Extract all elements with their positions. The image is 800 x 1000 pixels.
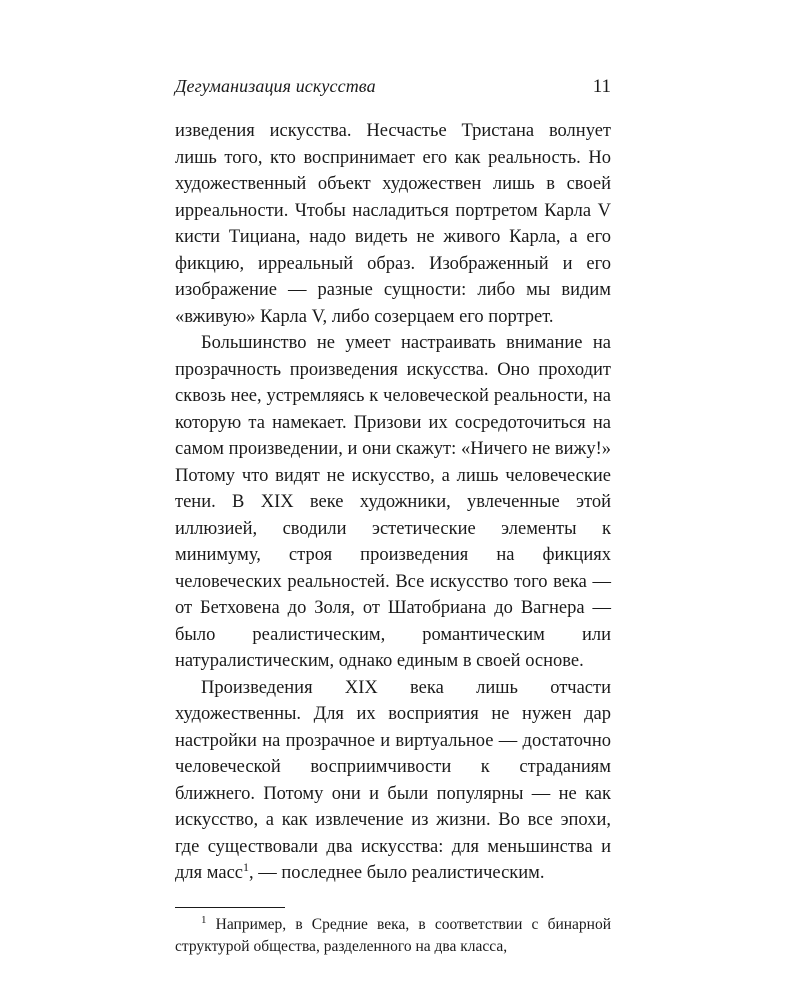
body-text: [175, 118, 611, 887]
book-page: [175, 76, 611, 958]
page-number: 11: [592, 76, 611, 97]
paragraph-1: изведения искусства. Несчастье Тристана волнует лишь того, кто воспринимает его как реальность. Но художественный объект художествен лишь в своей ирреальности. Чтобы насладиться портретом Карла V кисти Тициана, надо видеть не живого Карла, а его фикцию, ирреальный образ. Изображенный и его изображение — разные сущности: либо мы видим «вживую» Карла V, либо созерцаем его портрет.: [175, 121, 611, 327]
paragraph-3-text: Произведения XIX века лишь отчасти художественны. Для их восприятия не нужен дар настройки на прозрачное и виртуальное — достаточно человеческой восприимчивости к страданиям ближнего. Потому они и были популярны — не как искусство, а как извлечение из жизни. Во все эпохи, где существовали два искусства: для меньшинства и для масс: [175, 677, 611, 883]
footnote-divider: [175, 907, 285, 908]
footnote-text: Например, в Средние века, в соответствии с бинарной структурой общества, разделенного на два класса,: [175, 915, 612, 955]
paragraph-2: Большинство не умеет настраивать внимание на прозрачность произведения искусства. Оно проходит сквозь нее, устремляясь к человеческой реальности, на которую та намекает. Призови их сосредоточиться на самом произведении, и они скажут: «Ничего не вижу!» Потому что видят не искусство, а лишь человеческие тени. В XIX веке художники, увлеченные этой иллюзией, сводили эстетические элементы к минимуму, строя произведения на фикциях человеческих реальностей. Все искусство того века — от Бетховена до Золя, от Шатобриана до Вагнера — было реалистическим, романтическим или натуралистическим, однако единым в своей основе.: [175, 333, 611, 671]
running-head: [175, 76, 611, 104]
footnote-reference[interactable]: 1: [243, 859, 249, 874]
footnote-number: 1: [201, 913, 207, 926]
footnote: [175, 914, 611, 958]
paragraph-3: [175, 675, 611, 887]
paragraph-3-text-end: , — последнее было реалистическим.: [249, 863, 545, 883]
running-title: Дегуманизация искусства: [175, 76, 376, 96]
